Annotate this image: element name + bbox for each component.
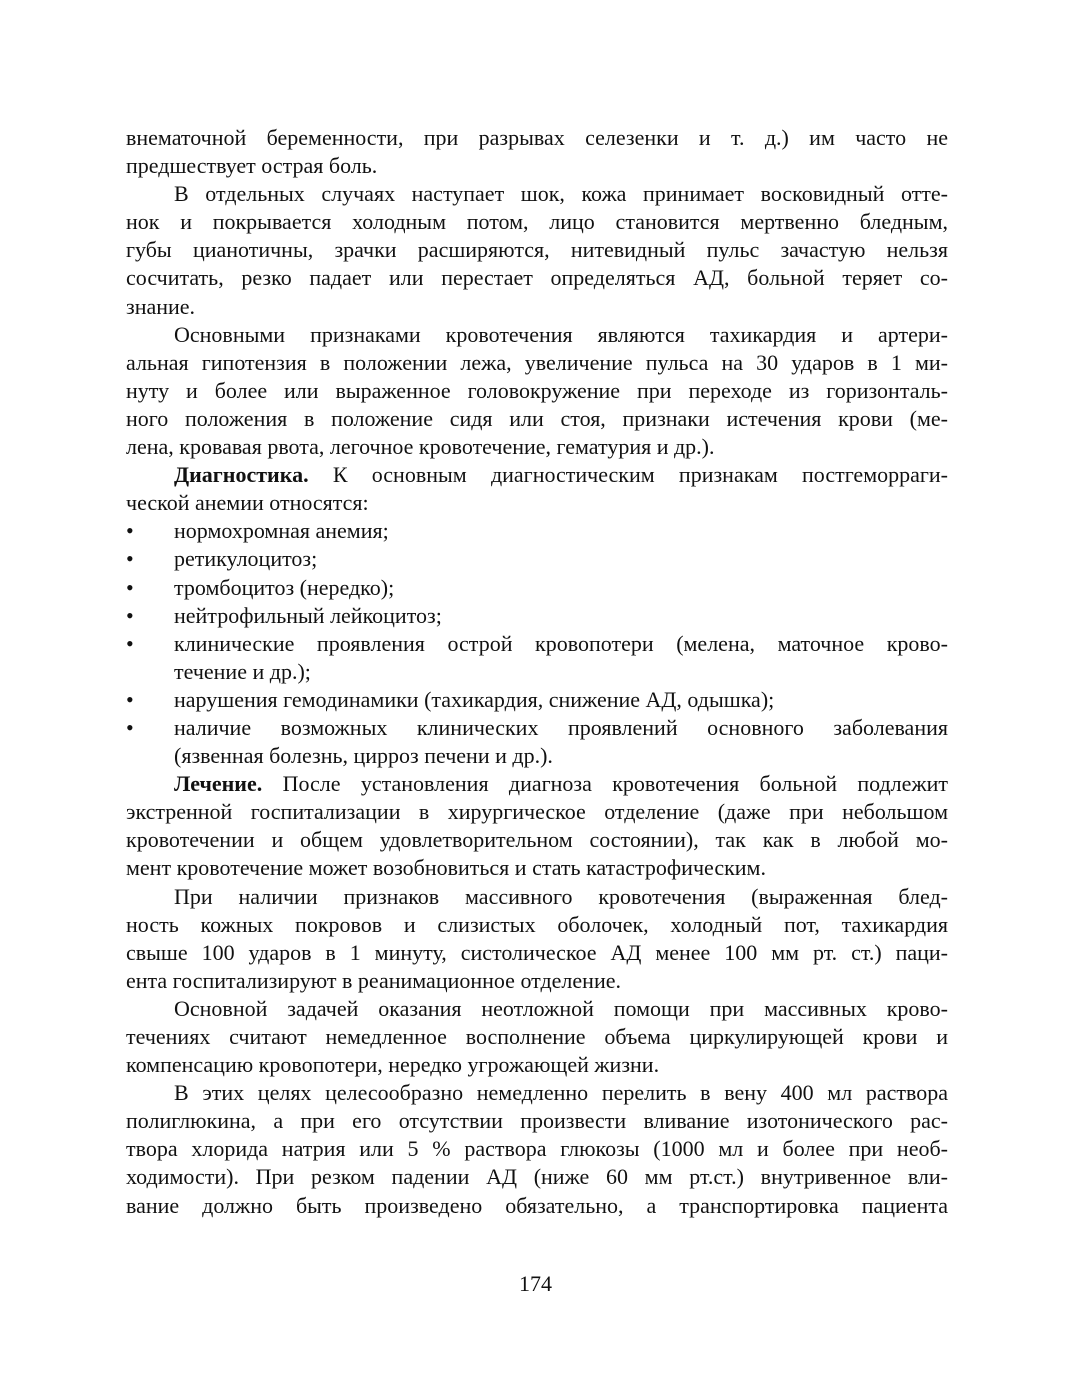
list-item (126, 686, 948, 714)
bullet-icon: • (126, 546, 134, 572)
list-item-text: наличие возможных клинических проявлений основного заболевания (174, 714, 948, 740)
list-item (126, 574, 948, 602)
text-line: твора хлорида натрия или 5 % раствора глюкозы (1000 мл и более при необ- (126, 1136, 948, 1162)
text-line: свыше 100 ударов в 1 минуту, систолическое АД менее 100 мм рт. ст.) паци- (126, 939, 948, 965)
list-item (126, 545, 948, 573)
text-line: губы цианотичны, зрачки расширяются, нитевидный пульс зачастую нельзя (126, 237, 948, 263)
page-body (126, 124, 948, 1220)
text-line: ческой анемии относятся: (126, 490, 369, 516)
text-line: кровотечении и общем удовлетворительном состоянии), так как в любой мо- (126, 827, 948, 853)
text-line: мент кровотечение может возобновиться и стать катастрофическим. (126, 855, 766, 881)
bullet-icon: • (126, 630, 134, 656)
text-fragment: После установления диагноза кровотечения больной подлежит (282, 771, 948, 797)
list-item-text: нормохромная анемия; (174, 518, 389, 544)
list-item (126, 602, 948, 630)
text-line: предшествует острая боль. (126, 153, 378, 179)
text-line: лена, кровавая рвота, легочное кровотечение, гематурия и др.). (126, 434, 715, 460)
page-number: 174 (519, 1271, 552, 1296)
bullet-icon: • (126, 574, 134, 600)
text-line: вание должно быть произведено обязательно, а транспортировка пациента (126, 1192, 948, 1218)
bullet-icon: • (126, 518, 134, 544)
text-line: В этих целях целесообразно немедленно перелить в вену 400 мл раствора (174, 1080, 948, 1106)
text-line: компенсацию кровопотери, нередко угрожающей жизни. (126, 1052, 660, 1078)
list-item-continuation: (язвенная болезнь, цирроз печени и др.). (174, 743, 553, 769)
list-item-text: нейтрофильный лейкоцитоз; (174, 602, 442, 628)
list-item-text: клинические проявления острой кровопотери (мелена, маточное крово- (174, 630, 948, 656)
text-fragment: К основным диагностическим признакам постгеморраги- (332, 462, 949, 488)
text-line: Основной задачей оказания неотложной помощи при массивных крово- (174, 995, 948, 1021)
text-line: ента госпитализируют в реанимационное отделение. (126, 967, 621, 993)
text-line: полиглюкина, а при его отсутствии произвести вливание изотонического рас- (126, 1108, 948, 1134)
list-item (126, 714, 948, 742)
list-item-text: нарушения гемодинамики (тахикардия, снижение АД, одышка); (174, 686, 775, 712)
text-line: При наличии признаков массивного кровотечения (выраженная блед- (174, 883, 948, 909)
text-line: нок и покрывается холодным потом, лицо становится мертвенно бледным, (126, 209, 948, 235)
text-line: ность кожных покровов и слизистых оболочек, холодный пот, тахикардия (126, 911, 948, 937)
list-item (126, 517, 948, 545)
text-line: знание. (126, 293, 196, 319)
text-line: течениях считают немедленное восполнение объема циркулирующей крови и (126, 1024, 948, 1049)
text-line: ходимости). При резком падении АД (ниже 60 мм рт.ст.) внутривенное вли- (126, 1164, 948, 1190)
text-line: альная гипотензия в положении лежа, увеличение пульса на 30 ударов в 1 ми- (126, 349, 948, 375)
diagnostics-heading: Диагностика. (174, 462, 309, 488)
list-item-continuation: течение и др.); (174, 658, 311, 684)
text-line: В отдельных случаях наступает шок, кожа принимает восковидный отте- (174, 181, 948, 207)
text-line: внематочной беременности, при разрывах селезенки и т. д.) им часто не (126, 125, 948, 150)
list-item-text: тромбоцитоз (нередко); (174, 574, 395, 600)
list-item-text: ретикулоцитоз; (174, 546, 318, 572)
bullet-icon: • (126, 686, 134, 712)
treatment-heading: Лечение. (174, 771, 263, 797)
text-line: сосчитать, резко падает или перестает определяться АД, больной теряет со- (126, 265, 948, 291)
text-line: ного положения в положение сидя или стоя, признаки истечения крови (ме- (126, 405, 948, 431)
bullet-icon: • (126, 714, 134, 740)
text-line: Основными признаками кровотечения являются тахикардия и артери- (174, 321, 948, 347)
list-item (126, 630, 948, 658)
bullet-icon: • (126, 602, 134, 628)
diagnostics-line (126, 461, 948, 489)
text-line: нуту и более или выраженное головокружение при переходе из горизонталь- (126, 377, 948, 403)
text-line: экстренной госпитализации в хирургическое отделение (даже при небольшом (126, 799, 948, 825)
treatment-line (126, 770, 948, 798)
